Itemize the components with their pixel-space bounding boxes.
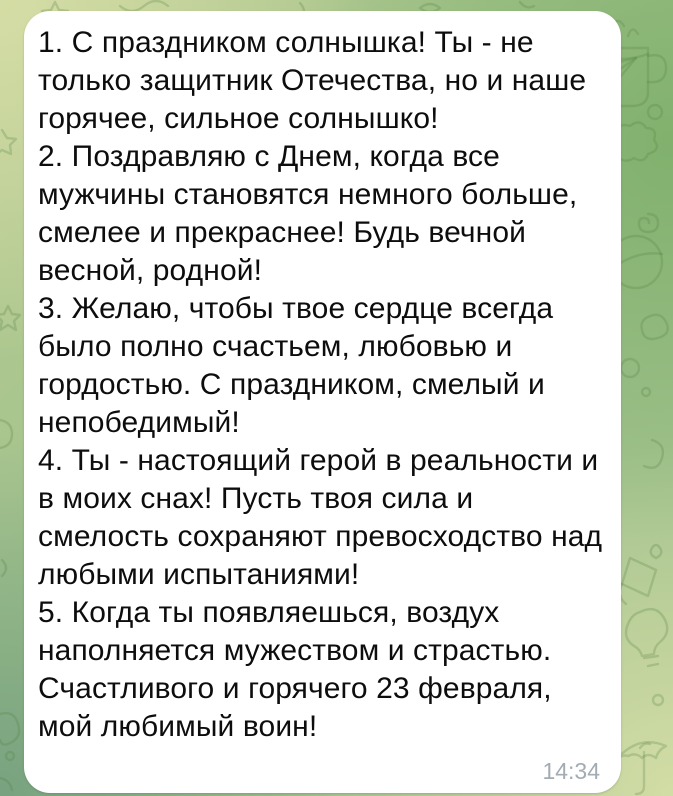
umbrella-icon <box>616 742 666 794</box>
lightbulb-icon <box>626 609 667 666</box>
message-paragraph-1: 1. С праздником солнышка! Ты - не только защитник Отечества, но и наше горячее, сильное солнышко! <box>38 26 587 135</box>
message-timestamp: 14:34 <box>542 758 600 784</box>
circle-doodle <box>648 105 662 119</box>
blob-doodle <box>621 315 668 468</box>
message-paragraph-2: 2. Поздравляю с Днем, когда все мужчины становятся немного больше, смелее и прекраснее! Будь вечной весной, родной! <box>38 140 578 287</box>
spiral-doodle <box>639 214 658 232</box>
message-bubble[interactable] <box>24 11 621 793</box>
blob-doodle <box>0 420 12 576</box>
circle-doodle <box>653 695 663 705</box>
kite-icon <box>620 545 662 604</box>
cloud-doodle <box>0 713 19 790</box>
star-icon <box>0 130 20 330</box>
message-paragraph-4: 4. Ты - настоящий герой в реальности и в моих снах! Пусть твоя сила и смелость сохраняют превосходство над любыми испытаниями! <box>38 444 603 591</box>
message-paragraph-5: 5. Когда ты появляешься, воздух наполняется мужеством и страстью. Счастливого и горячего 23 февраля, мой любимый воин! <box>38 596 552 743</box>
message-paragraph-3: 3. Желаю, чтобы твое сердце всегда было полно счастьем, любовью и гордостью. С праздником, смелый и непобедимый! <box>38 292 554 439</box>
message-text <box>38 24 605 746</box>
